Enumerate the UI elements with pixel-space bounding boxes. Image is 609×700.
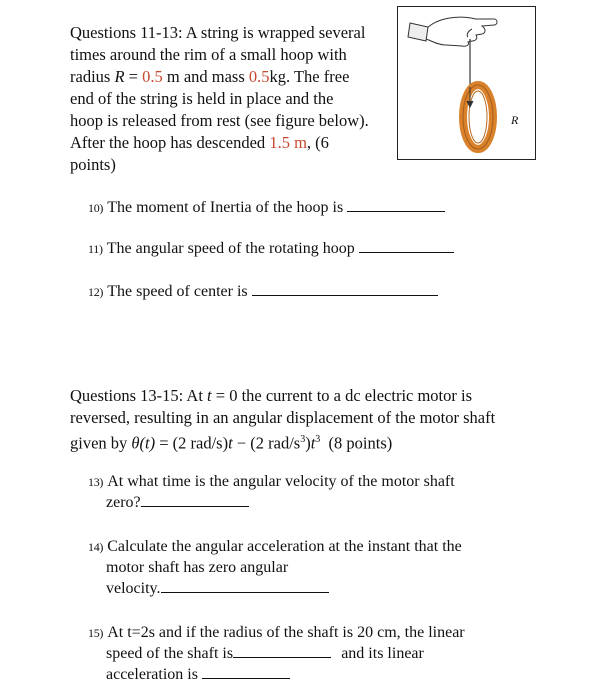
question-14: 14) Calculate the angular acceleration at the instant that the: [88, 538, 462, 555]
section1-intro-line-5: hoop is released from rest (see figure below).: [70, 111, 369, 130]
question-11: [88, 237, 454, 260]
question-13: 13) At what time is the angular velocity of the motor shaft: [88, 473, 455, 490]
question-12-text: The speed of center is: [107, 283, 248, 300]
section1-intro-line-6: After the hoop has descended 1.5 m, (6: [70, 133, 329, 152]
question-10-number: 10): [88, 201, 104, 215]
question-15-number: 15): [88, 626, 104, 640]
question-10: [88, 196, 445, 219]
answer-blank-15b[interactable]: [202, 663, 290, 679]
question-14-line-3: velocity.: [106, 577, 329, 599]
hand-icon: [408, 17, 497, 46]
answer-blank-13[interactable]: [141, 491, 249, 507]
question-11-number: 11): [88, 242, 103, 256]
section1-intro-line-2: times around the rim of a small hoop with: [70, 45, 347, 64]
radius-value: 0.5: [142, 67, 163, 86]
section2-intro-line-1: Questions 13-15: At t = 0 the current to a dc electric motor is: [70, 386, 473, 405]
question-11-text: The angular speed of the rotating hoop: [106, 240, 355, 257]
radius-label: R: [511, 113, 519, 127]
question-15-line-2: speed of the shaft is and its linear: [106, 642, 424, 664]
mass-value: 0.5: [248, 67, 270, 86]
question-13-line-2: zero?: [106, 491, 249, 513]
hoop-figure: [397, 6, 536, 160]
answer-blank-10[interactable]: [347, 196, 445, 212]
question-10-text: The moment of Inertia of the hoop is: [107, 199, 344, 216]
answer-blank-14[interactable]: [161, 577, 329, 593]
answer-blank-15a[interactable]: [233, 642, 331, 658]
hoop-diagram: [398, 7, 534, 158]
question-14-number: 14): [88, 540, 104, 554]
question-12-number: 12): [88, 285, 104, 299]
section2-intro-line-2: reversed, resulting in an angular displacement of the motor shaft: [70, 408, 496, 427]
question-14-line-2: motor shaft has zero angular: [106, 559, 289, 576]
section2-intro-line-3: given by θ(t) = (2 rad/s)t − (2 rad/$s^3)t^3$ (8 points): [70, 433, 393, 453]
section1-intro-line-3: radius R = 0.5 m and mass 0.5kg. The free: [70, 67, 350, 86]
answer-blank-12[interactable]: [252, 280, 438, 296]
question-15-line-3: acceleration is: [106, 663, 290, 685]
question-12: [88, 280, 438, 303]
section1-intro-line-7: points): [70, 155, 116, 174]
hoop-icon: [463, 85, 493, 149]
answer-blank-11[interactable]: [359, 237, 454, 253]
question-15: 15) At t=2s and if the radius of the shaft is 20 cm, the linear: [88, 624, 465, 641]
section1-intro-line-1: Questions 11-13: A string is wrapped several: [70, 23, 366, 42]
question-13-number: 13): [88, 475, 104, 489]
descent-value: 1.5 m: [269, 133, 307, 152]
section1-intro-line-4: end of the string is held in place and the: [70, 89, 334, 108]
